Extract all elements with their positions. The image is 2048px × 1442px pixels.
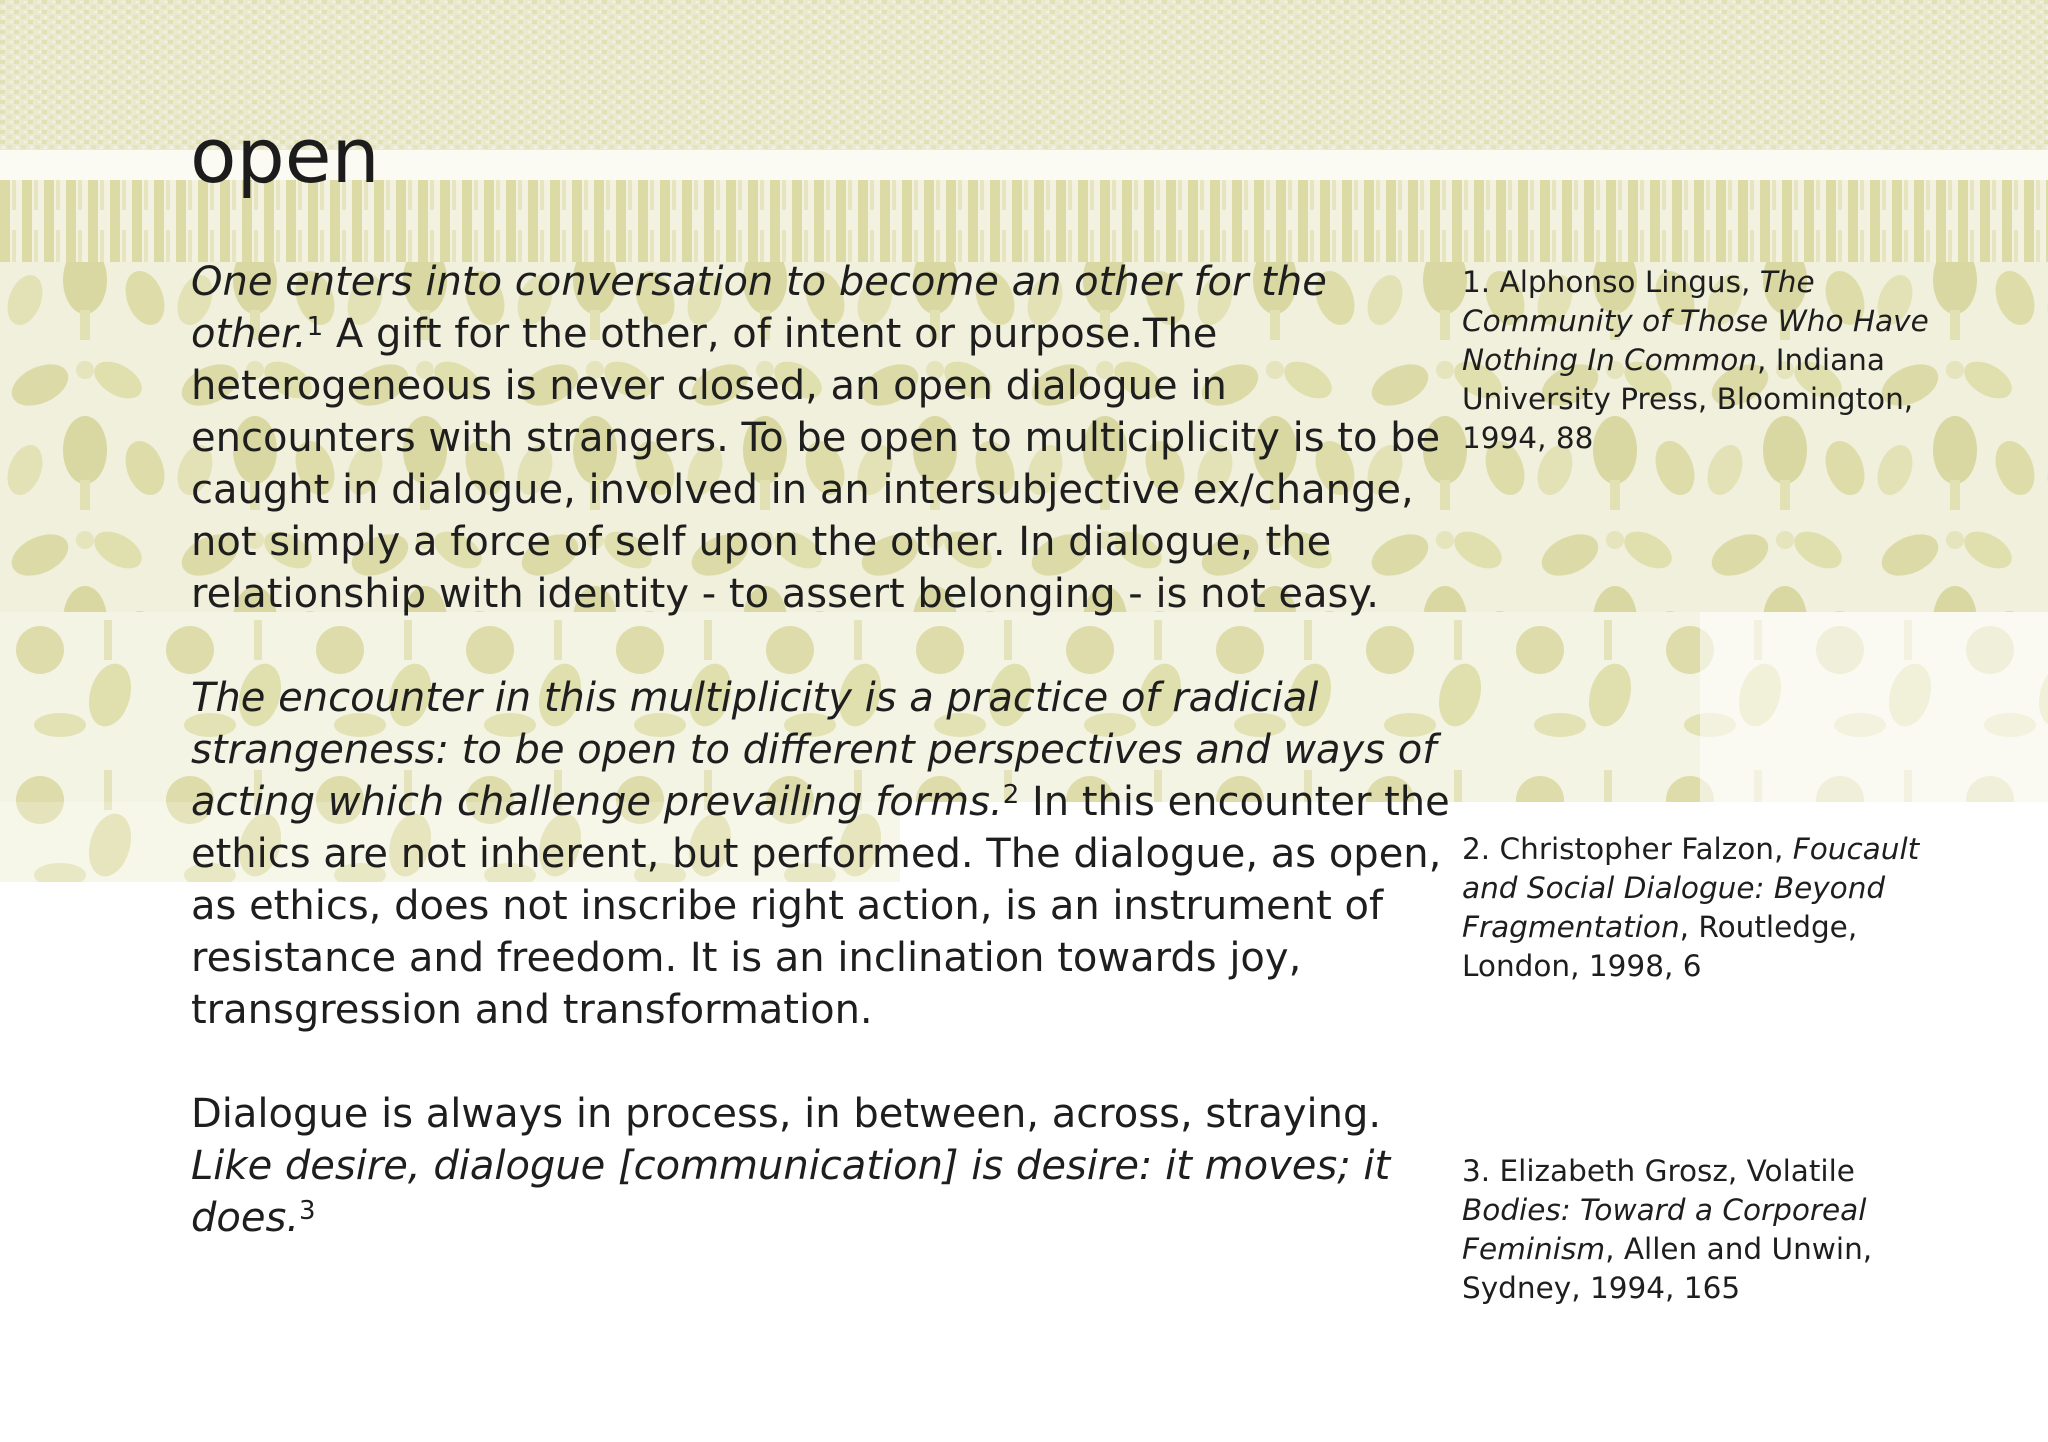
paragraph-2-quote: The encounter in this multiplicity is a practice of radicial strangeness: to be open to different perspectives and ways of acting which challenge prevailing forms.	[191, 675, 1437, 825]
footnote-ref-2: 2	[1002, 780, 1020, 810]
paragraph-1-quote: One enters into conversation to become an other for the other.	[191, 259, 1327, 357]
footnote-1-rest: , Indiana University Press, Bloomington, 1994, 88	[1462, 343, 1914, 455]
footnote-1-title: The Community of Those Who Have Nothing In Common	[1462, 265, 1929, 377]
footnote-3-lead: 3. Elizabeth Grosz, Volatile	[1462, 1154, 1855, 1188]
footnote-2-title: Foucault and Social Dialogue: Beyond Fragmentation	[1462, 832, 1920, 944]
footnote-2-rest: , Routledge, London, 1998, 6	[1462, 910, 1858, 983]
footnote-2	[1462, 830, 1932, 986]
footnote-ref-3: 3	[299, 1196, 316, 1226]
paragraph-1	[191, 256, 1451, 620]
footnote-3	[1462, 1152, 1932, 1308]
paragraph-1-text: A gift for the other, of intent or purpose.The heterogeneous is never closed, an open dialogue in encounters with strangers. To be open to multiciplicity is to be caught in dialogue, involved in an intersubjective ex/change, not simply a force of self upon the other. In dialogue, the relationship with identity - to assert belonging - is not easy.	[191, 311, 1441, 617]
page-title: open	[190, 111, 380, 200]
footnote-2-lead: 2. Christopher Falzon,	[1462, 832, 1793, 866]
footnote-3-rest: , Allen and Unwin, Sydney, 1994, 165	[1462, 1232, 1873, 1305]
paragraph-3-quote: Like desire, dialogue [communication] is desire: it moves; it does.	[191, 1143, 1391, 1241]
footnote-1-lead: 1. Alphonso Lingus,	[1462, 265, 1760, 299]
paragraph-3	[191, 1088, 1451, 1244]
footnote-3-title: Bodies: Toward a Corporeal Feminism	[1462, 1193, 1867, 1266]
paragraph-2	[191, 672, 1451, 1036]
paragraph-2-text: In this encounter the ethics are not inherent, but performed. The dialogue, as open, as ethics, does not inscribe right action, is an instrument of resistance and freedom. It is an inclination towards joy, transgression and transformation.	[191, 779, 1450, 1033]
footnote-ref-1: 1	[306, 312, 324, 342]
paragraph-3-text: Dialogue is always in process, in between, across, straying.	[191, 1091, 1382, 1137]
main-text	[191, 256, 1451, 1296]
footnote-1	[1462, 263, 1932, 458]
